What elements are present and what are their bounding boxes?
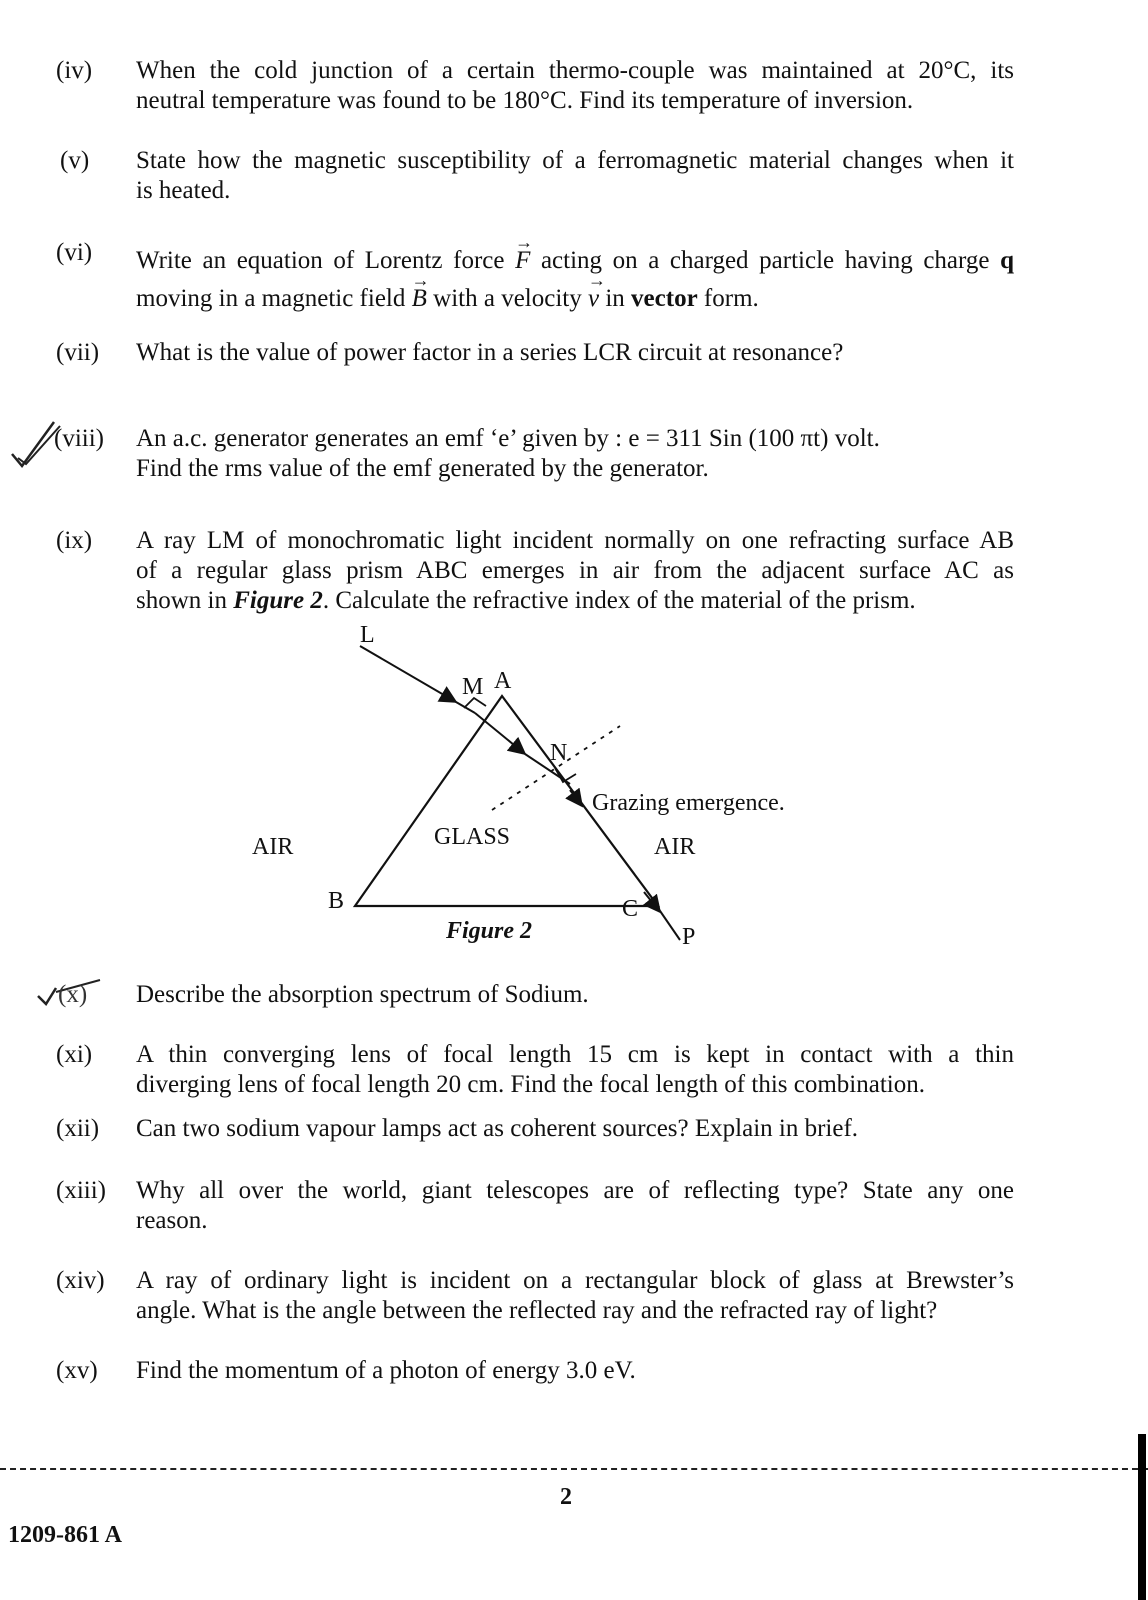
- footer-divider: [0, 1468, 1148, 1470]
- question-text-line: Find the rms value of the emf generated by the generator.: [136, 455, 709, 482]
- prism-figure: [230, 626, 830, 966]
- question-number: (vii): [56, 339, 100, 366]
- question-text-line: Why all over the world, giant telescopes are of reflecting type? State any one: [136, 1177, 1014, 1204]
- question-text-line: A ray LM of monochromatic light incident normally on one refracting surface AB: [136, 527, 1014, 554]
- question-text-line: What is the value of power factor in a series LCR circuit at resonance?: [136, 339, 844, 366]
- question-number: (x): [58, 981, 88, 1008]
- question-number: (ix): [56, 527, 93, 554]
- question-text-line: When the cold junction of a certain thermo-couple was maintained at 20°C, its: [136, 57, 1014, 84]
- force-vector-symbol: → F: [515, 242, 530, 280]
- question-text-line: Describe the absorption spectrum of Sodium.: [136, 981, 589, 1008]
- label-c: C: [622, 896, 639, 922]
- question-text: acting on a charged particle having charge: [530, 247, 1001, 274]
- label-air-right: AIR: [654, 834, 696, 860]
- label-b: B: [328, 888, 345, 914]
- question-text-line: of a regular glass prism ABC emerges in air from the adjacent surface AC as: [136, 557, 1014, 584]
- question-text: with a velocity: [426, 285, 588, 312]
- question-text-line: is heated.: [136, 177, 231, 204]
- velocity-vector-symbol: → v: [588, 280, 599, 318]
- question-text-line: Can two sodium vapour lamps act as coherent sources? Explain in brief.: [136, 1115, 859, 1142]
- page-number: 2: [560, 1484, 572, 1510]
- question-text: form.: [697, 285, 759, 312]
- question-text: shown in: [136, 587, 234, 614]
- label-a: A: [494, 668, 512, 694]
- question-text-line: An a.c. generator generates an emf ‘e’ given by : e = 311 Sin (100 πt) volt.: [136, 425, 880, 452]
- page-edge-bar: [1138, 1434, 1146, 1600]
- question-number: (vi): [56, 239, 93, 266]
- figure-reference: Figure 2: [233, 587, 323, 614]
- question-number: (v): [60, 147, 90, 174]
- label-m: M: [462, 674, 484, 700]
- question-text-line: diverging lens of focal length 20 cm. Find the focal length of this combination.: [136, 1071, 925, 1098]
- question-text-line: A ray of ordinary light is incident on a rectangular block of glass at Brewster’s: [136, 1267, 1014, 1294]
- question-number: (xv): [56, 1357, 98, 1384]
- question-number: (xii): [56, 1115, 100, 1142]
- question-text: Write an equation of Lorentz force: [136, 247, 516, 274]
- question-number: (viii): [54, 425, 104, 452]
- label-grazing: Grazing emergence.: [592, 790, 785, 816]
- question-text-line: State how the magnetic susceptibility of a ferromagnetic material changes when it: [136, 147, 1014, 174]
- question-text: in: [599, 285, 632, 312]
- charge-symbol: q: [1000, 247, 1014, 274]
- question-text-line: Find the momentum of a photon of energy 3.0 eV.: [136, 1357, 636, 1384]
- question-number: (xiv): [56, 1267, 105, 1294]
- question-text: moving in a magnetic field: [136, 285, 412, 312]
- refracted-ray: [475, 713, 525, 754]
- paper-code: 1209-861 A: [8, 1522, 122, 1548]
- incident-ray: [360, 646, 456, 702]
- question-number: (xiii): [56, 1177, 106, 1204]
- label-p: P: [682, 924, 696, 950]
- question-number: (xi): [56, 1041, 93, 1068]
- question-text: . Calculate the refractive index of the material of the prism.: [322, 587, 916, 614]
- label-n: N: [550, 740, 568, 766]
- label-air-left: AIR: [252, 834, 294, 860]
- question-text-line: reason.: [136, 1207, 208, 1234]
- question-number: (iv): [56, 57, 93, 84]
- magnetic-field-vector-symbol: → B: [412, 280, 427, 318]
- question-text-line: neutral temperature was found to be 180°C. Find its temperature of inversion.: [136, 87, 914, 114]
- question-text-line: A thin converging lens of focal length 15 cm is kept in contact with a thin: [136, 1041, 1014, 1068]
- label-glass: GLASS: [434, 824, 511, 850]
- vector-word: vector: [631, 285, 698, 312]
- figure-caption: Figure 2: [446, 918, 533, 944]
- question-text-line: angle. What is the angle between the reflected ray and the refracted ray of light?: [136, 1297, 938, 1324]
- label-l: L: [360, 626, 375, 648]
